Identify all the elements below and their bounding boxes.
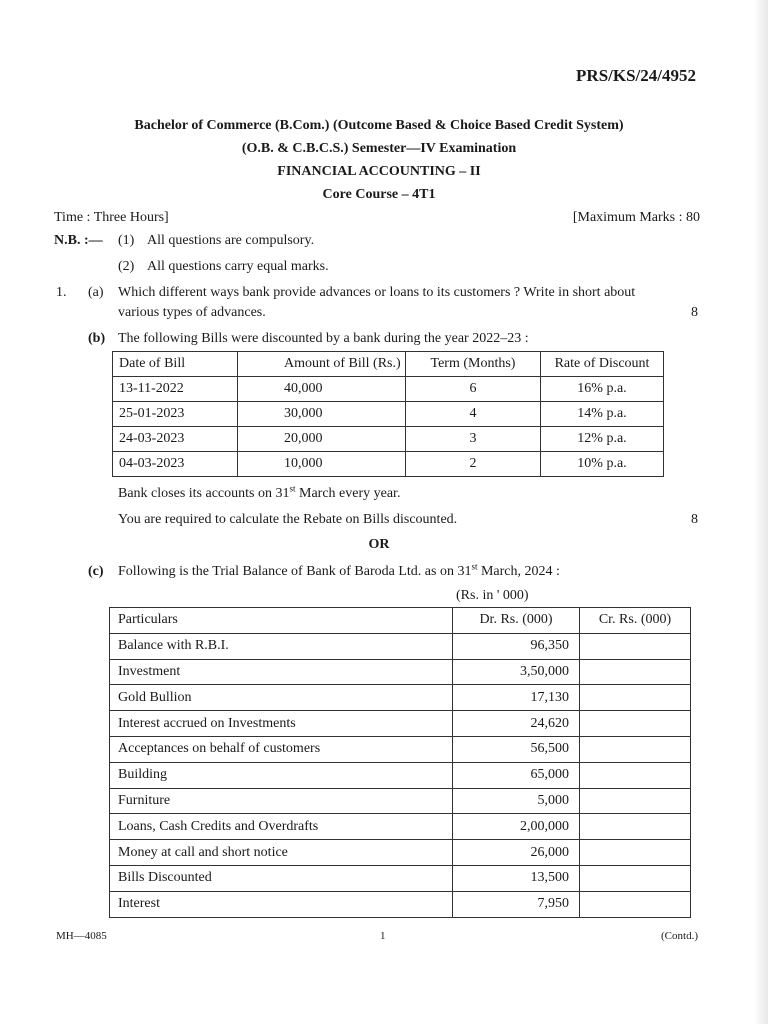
continued-note: (Contd.) xyxy=(661,930,698,942)
particulars-cell: Acceptances on behalf of customers xyxy=(110,736,453,762)
column-header: Particulars xyxy=(110,608,453,634)
table-row xyxy=(110,685,691,711)
debit-cell: 5,000 xyxy=(453,788,580,814)
table-header-row xyxy=(113,352,664,377)
part-c-intro xyxy=(118,561,560,580)
bill-date: 04-03-2023 xyxy=(113,452,238,477)
credit-cell xyxy=(580,736,691,762)
ordinal-suffix: st xyxy=(289,483,296,494)
discount-rate: 12% p.a. xyxy=(541,427,664,452)
particulars-cell: Loans, Cash Credits and Overdrafts xyxy=(110,814,453,840)
ordinal-suffix: st xyxy=(471,561,478,572)
credit-cell xyxy=(580,814,691,840)
bill-amount: 30,000 xyxy=(238,402,406,427)
table-row xyxy=(110,762,691,788)
trial-balance-table xyxy=(109,607,691,918)
credit-cell xyxy=(580,891,691,917)
discount-rate: 16% p.a. xyxy=(541,377,664,402)
particulars-cell: Balance with R.B.I. xyxy=(110,633,453,659)
bills-table xyxy=(112,351,664,477)
nb-item-text: All questions are compulsory. xyxy=(147,233,315,248)
credit-cell xyxy=(580,711,691,737)
bill-term: 4 xyxy=(406,402,541,427)
intro-text: Following is the Trial Balance of Bank of Baroda Ltd. as on 31 xyxy=(118,564,472,579)
column-header: Date of Bill xyxy=(113,352,238,377)
debit-cell: 3,50,000 xyxy=(453,659,580,685)
table-row xyxy=(110,633,691,659)
particulars-cell: Investment xyxy=(110,659,453,685)
nb-item-text: All questions carry equal marks. xyxy=(147,259,329,274)
debit-cell: 26,000 xyxy=(453,840,580,866)
table-row xyxy=(110,891,691,917)
table-header-row xyxy=(110,608,691,634)
bill-date: 13-11-2022 xyxy=(113,377,238,402)
table-row xyxy=(113,452,664,477)
note-text: Bank closes its accounts on 31 xyxy=(118,486,290,501)
particulars-cell: Interest accrued on Investments xyxy=(110,711,453,737)
table-row xyxy=(113,377,664,402)
column-header: Rate of Discount xyxy=(541,352,664,377)
part-a-label: (a) xyxy=(88,285,104,300)
maximum-marks: [Maximum Marks : 80 xyxy=(572,210,700,225)
column-header: Amount of Bill (Rs.) xyxy=(238,352,406,377)
table-row xyxy=(113,427,664,452)
or-separator: OR xyxy=(368,537,390,552)
credit-cell xyxy=(580,685,691,711)
particulars-cell: Building xyxy=(110,762,453,788)
table-row xyxy=(110,736,691,762)
table-row xyxy=(110,711,691,737)
course-code: Core Course – 4T1 xyxy=(322,187,436,202)
footer-code: MH—4085 xyxy=(56,930,107,942)
page-number: 1 xyxy=(380,930,386,942)
credit-cell xyxy=(580,633,691,659)
debit-cell: 17,130 xyxy=(453,685,580,711)
exam-title: (O.B. & C.B.C.S.) Semester—IV Examination xyxy=(241,141,517,156)
subject-title: FINANCIAL ACCOUNTING – II xyxy=(277,164,481,179)
particulars-cell: Bills Discounted xyxy=(110,865,453,891)
column-header: Cr. Rs. (000) xyxy=(580,608,691,634)
credit-cell xyxy=(580,840,691,866)
nb-item-number: (2) xyxy=(118,259,135,274)
debit-cell: 96,350 xyxy=(453,633,580,659)
part-b-marks: 8 xyxy=(691,512,698,527)
credit-cell xyxy=(580,659,691,685)
bill-term: 3 xyxy=(406,427,541,452)
part-b-label: (b) xyxy=(88,331,106,346)
accounts-closing-note xyxy=(118,483,401,502)
part-b-instruction: You are required to calculate the Rebate on Bills discounted. xyxy=(118,512,458,527)
debit-cell: 2,00,000 xyxy=(453,814,580,840)
column-header: Term (Months) xyxy=(406,352,541,377)
debit-cell: 13,500 xyxy=(453,865,580,891)
bill-amount: 40,000 xyxy=(238,377,406,402)
bill-term: 6 xyxy=(406,377,541,402)
course-title: Bachelor of Commerce (B.Com.) (Outcome Based & Choice Based Credit System) xyxy=(134,118,624,133)
table-row xyxy=(110,788,691,814)
part-b-intro: The following Bills were discounted by a bank during the year 2022–23 : xyxy=(118,331,529,346)
table-row xyxy=(110,659,691,685)
column-header: Dr. Rs. (000) xyxy=(453,608,580,634)
credit-cell xyxy=(580,865,691,891)
debit-cell: 65,000 xyxy=(453,762,580,788)
particulars-cell: Gold Bullion xyxy=(110,685,453,711)
bill-date: 25-01-2023 xyxy=(113,402,238,427)
table-row xyxy=(113,402,664,427)
debit-cell: 56,500 xyxy=(453,736,580,762)
nb-item-number: (1) xyxy=(118,233,135,248)
particulars-cell: Money at call and short notice xyxy=(110,840,453,866)
time-allowed: Time : Three Hours] xyxy=(54,210,169,225)
particulars-cell: Furniture xyxy=(110,788,453,814)
amount-unit-note: (Rs. in ' 000) xyxy=(456,588,529,603)
bill-amount: 10,000 xyxy=(238,452,406,477)
credit-cell xyxy=(580,788,691,814)
bill-date: 24-03-2023 xyxy=(113,427,238,452)
table-row xyxy=(110,865,691,891)
discount-rate: 14% p.a. xyxy=(541,402,664,427)
nb-label: N.B. :— xyxy=(54,233,103,248)
part-a-marks: 8 xyxy=(691,305,698,320)
part-a-text-cont: various types of advances. xyxy=(118,305,266,320)
intro-text-end: March, 2024 : xyxy=(477,564,560,579)
note-text-end: March every year. xyxy=(295,486,401,501)
bill-amount: 20,000 xyxy=(238,427,406,452)
credit-cell xyxy=(580,762,691,788)
debit-cell: 7,950 xyxy=(453,891,580,917)
part-c-label: (c) xyxy=(88,564,104,579)
question-number: 1. xyxy=(56,285,67,300)
bill-term: 2 xyxy=(406,452,541,477)
particulars-cell: Interest xyxy=(110,891,453,917)
table-row xyxy=(110,814,691,840)
paper-code: PRS/KS/24/4952 xyxy=(576,66,696,85)
discount-rate: 10% p.a. xyxy=(541,452,664,477)
debit-cell: 24,620 xyxy=(453,711,580,737)
part-a-text: Which different ways bank provide advances or loans to its customers ? Write in short about xyxy=(118,285,636,300)
table-row xyxy=(110,840,691,866)
